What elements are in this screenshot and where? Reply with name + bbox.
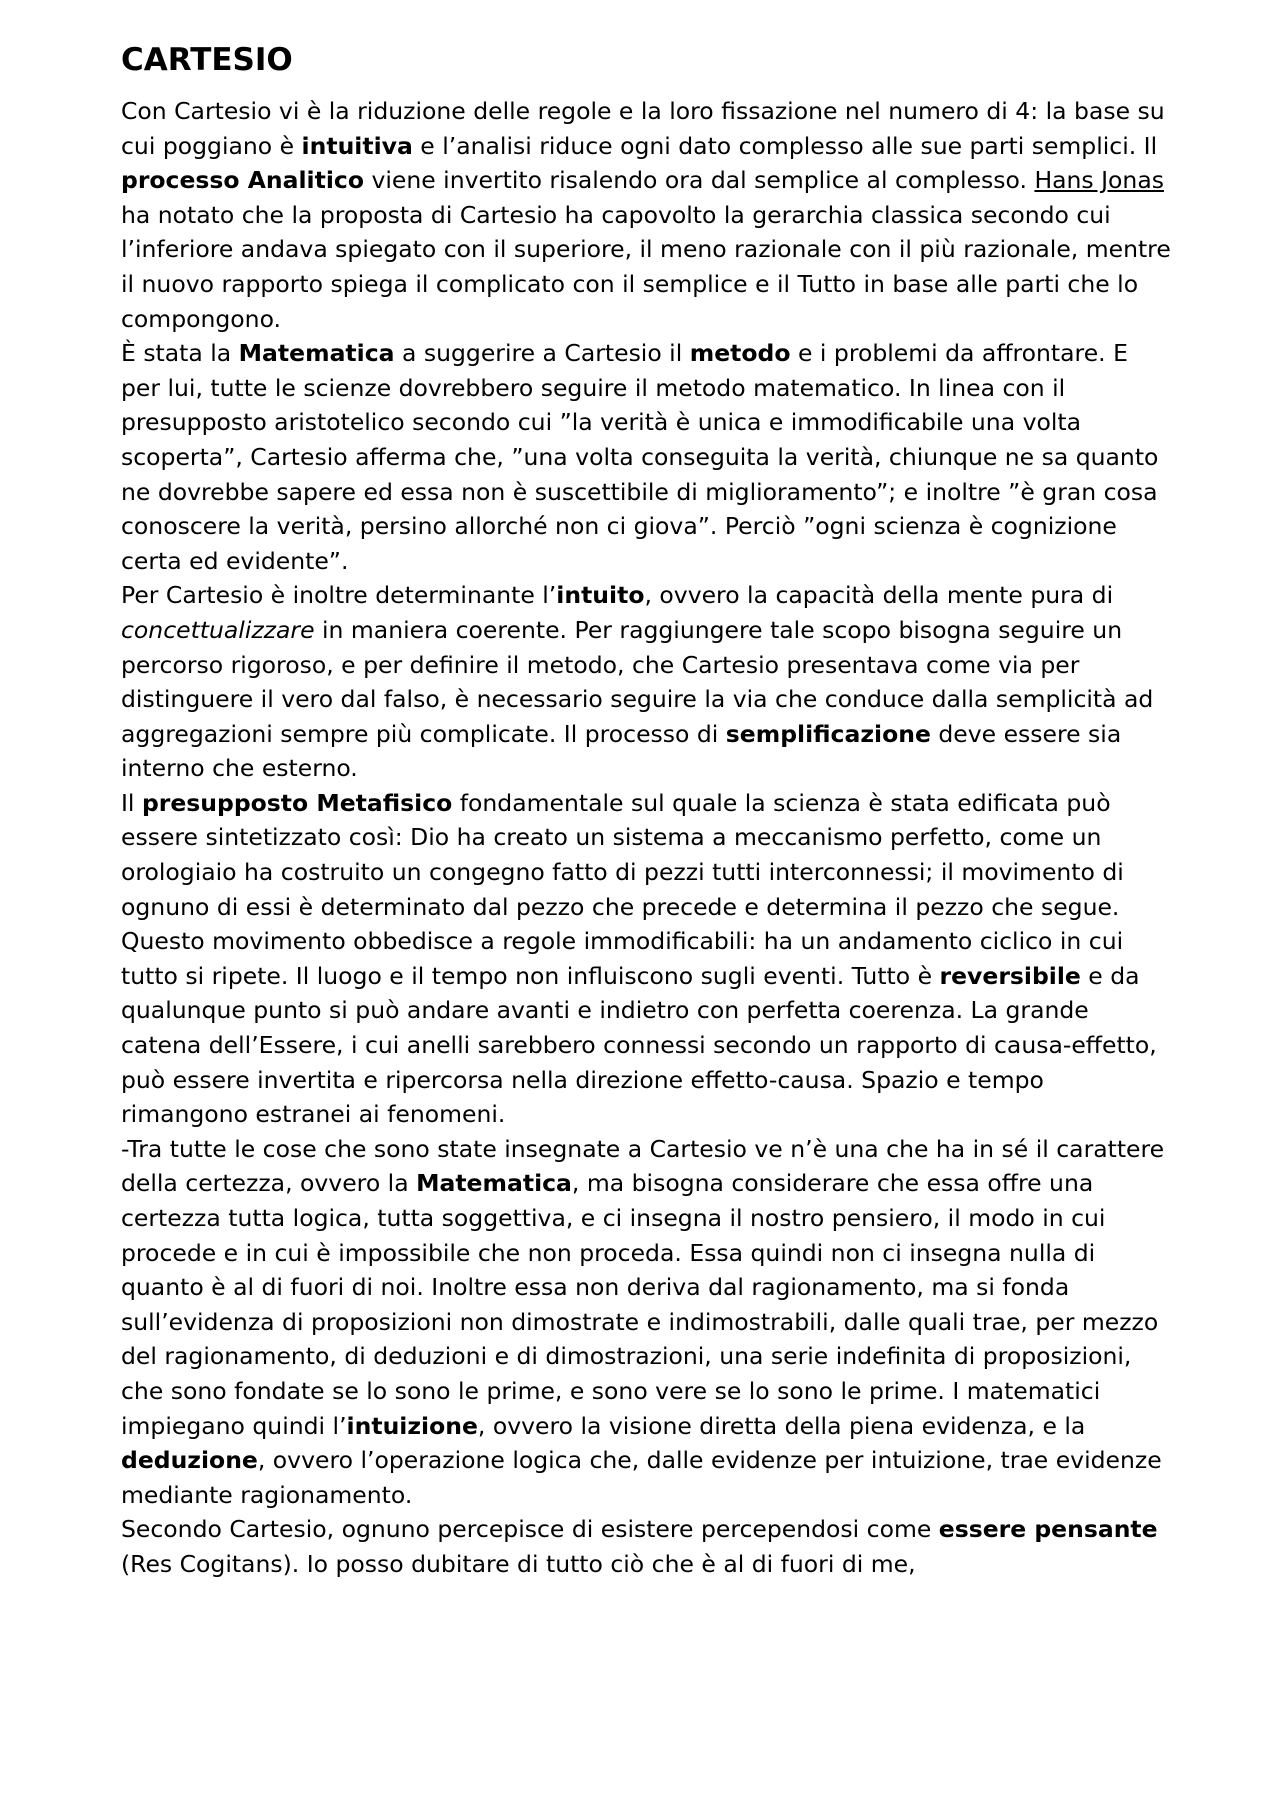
paragraph [121,336,1171,578]
text-run: Per Cartesio è inoltre determinante l’ [121,581,557,610]
text-run: a suggerire a Cartesio il [394,339,690,368]
bold-text: intuitiva [301,131,413,160]
bold-text: processo Analitico [121,166,364,195]
paragraph [121,786,1171,1132]
bold-text: metodo [689,339,791,368]
underlined-text: Hans Jonas [1034,166,1164,195]
text-run: (Res Cogitans). Io posso dubitare di tutto ciò che è al di fuori di me, [121,1549,916,1578]
text-run: viene invertito risalendo ora dal semplice al complesso. [363,166,1035,195]
bold-text: presupposto Metafisico [141,788,453,817]
text-run: , ovvero la capacità della mente pura di [644,581,1114,610]
text-run: e da qualunque punto si può andare avanti e indietro con perfetta coerenza. La grande catena dell’Essere, i cui anelli sarebbero connessi secondo un rapporto di causa-effetto, può essere invertita e ripercorsa nella direzione effetto-causa. Spazio e tempo rimangono estranei ai fenomeni. [121,961,1157,1129]
bold-text: intuizione [346,1411,478,1440]
text-run: -Tra tutte le cose che sono state insegnate a Cartesio ve n’è una che ha in sé il carattere della certezza, ovvero la [121,1134,1165,1198]
document-body [121,94,1171,1582]
text-run: , ma bisogna considerare che essa offre una certezza tutta logica, tutta soggettiva, e ci insegna il nostro pensiero, il modo in cui procede e in cui è impossibile che non proceda. Essa quindi non ci insegna nulla di quanto è al di fuori di noi. Inoltre essa non deriva dal ragionamento, ma si fonda sull’evidenza di proposizioni non dimostrate e indimostrabili, dalle quali trae, per mezzo del ragionamento, di deduzioni e di dimostrazioni, una serie indefinita di proposizioni, che sono fondate se lo sono le prime, e sono vere se lo sono le prime. I matematici impiegano quindi l’ [121,1169,1159,1440]
bold-text: reversibile [939,961,1081,990]
text-run: Il [121,788,142,817]
bold-text: Matematica [238,339,395,368]
text-run: in maniera coerente. Per raggiungere tale scopo bisogna seguire un percorso rigoroso, e per definire il metodo, che Cartesio presentava come via per distinguere il vero dal falso, è necessario seguire la via che conduce dalla semplicità ad aggregazioni sempre più complicate. Il processo di [121,615,1154,748]
bold-text: deduzione [121,1446,258,1475]
bold-text: essere pensante [938,1515,1158,1544]
page-title: CARTESIO [121,42,293,78]
bold-text: Matematica [416,1169,572,1198]
paragraph [121,1132,1171,1513]
text-run: , ovvero la visione diretta della piena evidenza, e la [477,1411,1086,1440]
bold-text: semplificazione [725,719,931,748]
text-run: Con Cartesio vi è la riduzione delle regole e la loro fissazione nel numero di 4: la base su cui poggiano è [121,97,1165,160]
text-run: È stata la [121,339,239,368]
text-run: ha notato che la proposta di Cartesio ha capovolto la gerarchia classica secondo cui l’inferiore andava spiegato con il superiore, il meno razionale con il più razionale, mentre il nuovo rapporto spiega il complicato con il semplice e il Tutto in base alle parti che lo compongono. [121,200,1171,333]
italic-text: concettualizzare [121,615,315,644]
text-run: e i problemi da affrontare. E per lui, tutte le scienze dovrebbero seguire il metodo matematico. In linea con il presupposto aristotelico secondo cui ”la verità è unica e immodificabile una volta scoperta”, Cartesio afferma che, ”una volta conseguita la verità, chiunque ne sa quanto ne dovrebbe sapere ed essa non è suscettibile di miglioramento”; e inoltre ”è gran cosa conoscere la verità, persino allorché non ci giova”. Perciò ”ogni scienza è cognizione certa ed evidente”. [121,339,1159,575]
text-run: Secondo Cartesio, ognuno percepisce di esistere percependosi come [121,1515,939,1544]
text-run: , ovvero l’operazione logica che, dalle evidenze per intuizione, trae evidenze mediante ragionamento. [121,1446,1162,1509]
text-run: e l’analisi riduce ogni dato complesso alle sue parti semplici. Il [412,131,1158,160]
paragraph [121,94,1171,336]
paragraph [121,578,1171,786]
paragraph [121,1512,1171,1581]
text-run: fondamentale sul quale la scienza è stata edificata può essere sintetizzato così: Dio ha creato un sistema a meccanismo perfetto, come un orologiaio ha costruito un congegno fatto di pezzi tutti interconnessi; il movimento di ognuno di essi è determinato dal pezzo che precede e determina il pezzo che segue. Questo movimento obbedisce a regole immodificabili: ha un andamento ciclico in cui tutto si ripete. Il luogo e il tempo non influiscono sugli eventi. Tutto è [121,788,1124,990]
document-page [121,40,1171,1582]
text-run: deve essere sia interno che esterno. [121,719,1122,783]
bold-text: intuito [556,581,645,610]
